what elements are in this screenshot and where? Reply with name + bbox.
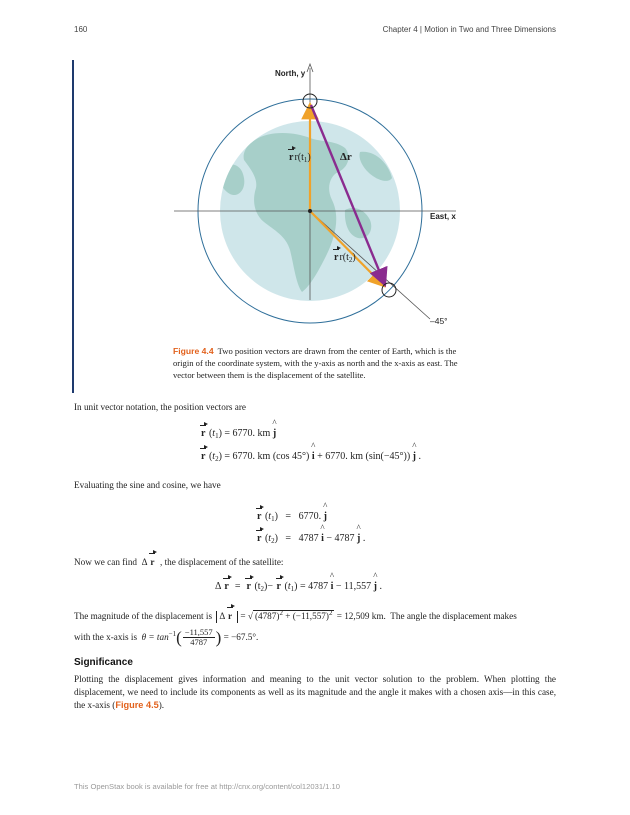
eq2-subscript: 2 xyxy=(215,455,219,463)
r-t2-text: r(t xyxy=(339,252,349,263)
equation-r-t1: r $(t_1) = 6770$. km ^ j xyxy=(200,428,276,440)
eq3-rhs: 6770. xyxy=(298,511,322,522)
eq4-rhs1: 4787 xyxy=(298,533,319,544)
earth-displacement-figure xyxy=(160,60,480,340)
label-r-t2: $rr(t_2)$ xyxy=(334,252,356,264)
angle-result: = −67.5°. xyxy=(223,632,259,642)
mag-inside2: + (−11,557) xyxy=(285,611,329,621)
eq2-rhs1: ) = 6770. km (cos 45°) xyxy=(218,451,310,462)
p5-before: with the x-axis is xyxy=(74,632,138,642)
caption-label: Figure 4.4 xyxy=(173,346,214,356)
p4-before: The magnitude of the displacement is xyxy=(74,611,213,621)
mag-inside: (4787) xyxy=(254,611,280,621)
angle-lhs: θ = tan xyxy=(141,632,169,642)
r-t1-subscript: 1 xyxy=(303,156,308,164)
eq1-subscript: 1 xyxy=(215,432,219,440)
axis-x-label: East, x xyxy=(430,212,456,221)
significance-heading: Significance xyxy=(74,657,133,668)
r-vector-symbol: r xyxy=(289,152,294,163)
equation-r-t2-eval: r $(t_2) = 4787$ ^ i − 4787 ^ j . xyxy=(256,533,365,545)
significance-body: Plotting the displacement gives information and meaning to the unit vector solution to the problem. When plotting the displacement, we need to include its components as well as its magnitude and the angle it makes with a chosen axis—in this case, the x-axis ( xyxy=(74,674,556,710)
origin-dot xyxy=(308,209,312,213)
equation-r-t2: r $(t_2) = 6770$. km (cos 45°) ^ i + 6770. km (sin(−45°)) ^ j . xyxy=(200,451,421,463)
figure-caption xyxy=(173,346,463,381)
eq5-result1: ) = 4787 xyxy=(294,581,329,592)
equation-displacement: Δ r = r $(t_2)- r$ $(t_1) = 4787$ ^ i − 11,557 ^ j . xyxy=(215,581,382,593)
paragraph-intro: In unit vector notation, the position vectors are xyxy=(74,402,246,412)
angle-denominator: 4787 xyxy=(190,637,208,648)
paragraph-magnitude: The magnitude of the displacement is Δ r = √ $(4787)^2 + (-11,557)^2 = 12,509$ km. The angle the displacement makes xyxy=(74,609,517,621)
significance-paragraph xyxy=(74,673,556,712)
p3-before: Now we can find xyxy=(74,557,138,567)
label-r-t1: $rr(t_1)$ xyxy=(289,152,311,164)
figure-sidebar-rule xyxy=(72,60,74,393)
angle-numerator: −11,557 xyxy=(184,627,213,638)
p3-after: , the displacement of the satellite: xyxy=(160,557,284,567)
mag-result: = 12,509 km. xyxy=(336,611,386,621)
paragraph-angle: with the x-axis is $\theta = \tan^{-1}$( $\frac{-11,557}{4787}$ ) = −67.5°. xyxy=(74,627,259,648)
axis-y-label: North, y xyxy=(275,69,306,78)
paragraph-find-displacement: Now we can find Δ r , the displacement of the satellite: xyxy=(74,557,284,567)
page-number: 160 xyxy=(74,25,88,34)
eq1-rhs: ) = 6770. km xyxy=(218,428,271,439)
significance-end: ). xyxy=(158,700,165,710)
r-t1-text: r(t xyxy=(294,152,304,163)
chapter-header: Chapter 4 | Motion in Two and Three Dimensions xyxy=(382,25,556,34)
label-delta-r: Δr xyxy=(340,151,352,163)
eq5-result2: − 11,557 xyxy=(335,581,372,592)
figure-4-5-link[interactable]: Figure 4.5 xyxy=(115,700,159,710)
r-vector-symbol: r xyxy=(334,252,339,263)
footer-availability: This OpenStax book is available for free at http://cnx.org/content/col12031/1.10 xyxy=(74,782,340,791)
equation-r-t1-eval: r $(t_1) = 6770$. ^ j xyxy=(256,511,327,523)
paragraph-evaluating: Evaluating the sine and cosine, we have xyxy=(74,480,221,490)
eq2-rhs2: + 6770. km (sin(−45°)) xyxy=(317,451,411,462)
eq4-rhs2: − 4787 xyxy=(326,533,355,544)
angle-label: –45° xyxy=(430,316,448,326)
caption-text: Two position vectors are drawn from the center of Earth, which is the origin of the coordinate system, with the y-axis as north and the x-axis as east. The vector between them is the displacement of the satellite. xyxy=(173,346,458,380)
r-t2-subscript: 2 xyxy=(348,256,353,264)
eq5-t: (t xyxy=(254,581,261,592)
p4-after: The angle the displacement makes xyxy=(390,611,517,621)
